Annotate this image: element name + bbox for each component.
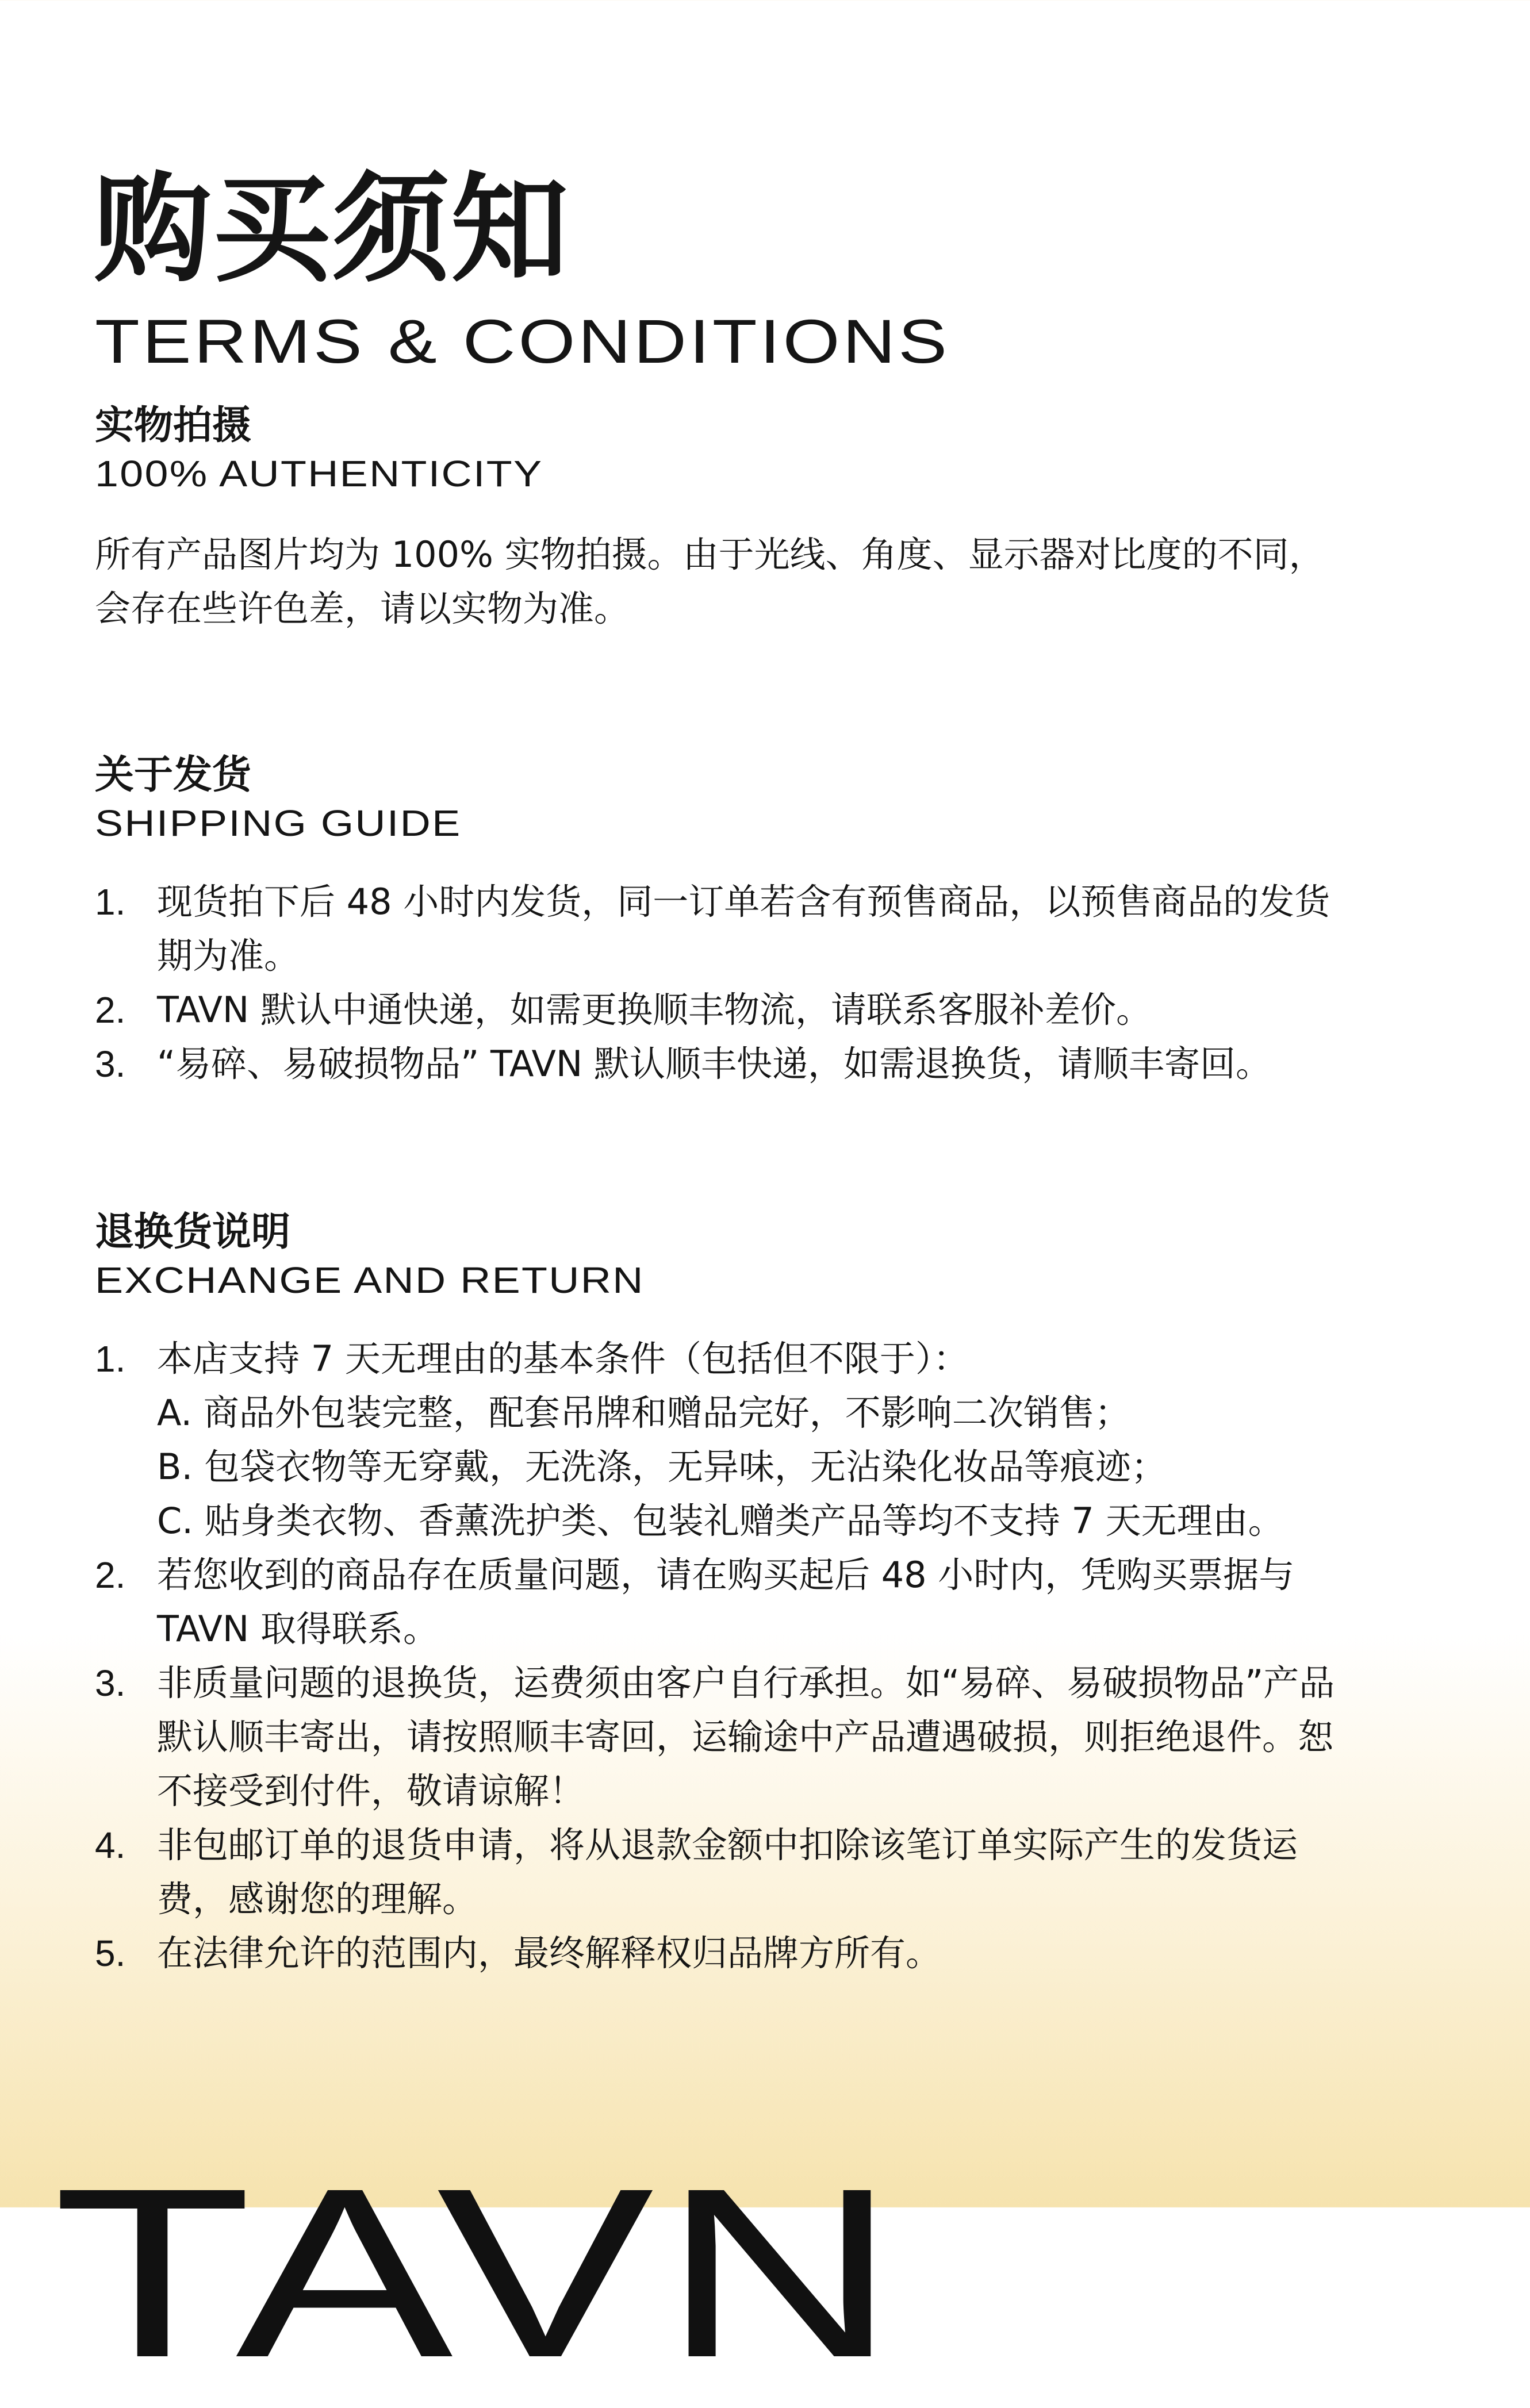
- list-text: 在法律允许的范围内，最终解释权归品牌方所有。: [157, 1931, 942, 1974]
- returns-section: [95, 1210, 1343, 1980]
- list-text: TAVN 默认中通快递，如需更换顺丰物流，请联系客服补差价。: [157, 988, 1152, 1031]
- brand-logo: TAVN: [53, 2138, 906, 2408]
- list-number: 1.: [95, 1338, 126, 1380]
- condition-c: C. 贴身类衣物、香薰洗护类、包装礼赠类产品等均不支持 7 天无理由。: [157, 1499, 1284, 1542]
- list-item: [95, 1818, 1343, 1926]
- shipping-list: [95, 875, 1343, 1091]
- condition-b: B. 包袋衣物等无穿戴，无洗涤，无异味，无沾染化妆品等痕迹；: [157, 1445, 1167, 1488]
- list-item: [95, 1548, 1343, 1656]
- list-number: 3.: [95, 1662, 126, 1704]
- list-item: [95, 1656, 1343, 1818]
- list-number: 2.: [95, 1554, 126, 1596]
- list-item: [95, 875, 1343, 983]
- authenticity-section: [95, 404, 1343, 636]
- shipping-title-en: SHIPPING GUIDE: [95, 802, 462, 844]
- authenticity-title-cn: 实物拍摄: [95, 403, 252, 448]
- list-text: 本店支持 7 天无理由的基本条件（包括但不限于）：: [157, 1337, 969, 1380]
- list-text: 非质量问题的退换货，运费须由客户自行承担。如“易碎、易破损物品”产品默认顺丰寄出，请按照顺丰寄回，运输途中产品遭遇破损，则拒绝退件。恕不接受到付件，敬请谅解！: [157, 1661, 1335, 1812]
- list-item: [95, 1332, 1343, 1548]
- page-title-cn: 购买须知: [94, 162, 570, 298]
- returns-list: [95, 1332, 1343, 1980]
- returns-title-cn: 退换货说明: [95, 1209, 291, 1255]
- shipping-section: [95, 753, 1343, 1091]
- list-number: 2.: [95, 989, 126, 1031]
- list-item: [95, 983, 1343, 1037]
- authenticity-body: 所有产品图片均为 100% 实物拍摄。由于光线、角度、显示器对比度的不同，会存在些许色差，请以实物为准。: [95, 533, 1325, 629]
- list-number: 3.: [95, 1043, 126, 1085]
- list-number: 5.: [95, 1932, 126, 1974]
- list-text: 现货拍下后 48 小时内发货，同一订单若含有预售商品，以预售商品的发货期为准。: [157, 880, 1330, 977]
- list-item: [95, 1037, 1343, 1091]
- list-number: 1.: [95, 881, 126, 923]
- shipping-title-cn: 关于发货: [95, 752, 252, 798]
- page-title-en: TERMS & CONDITIONS: [95, 306, 950, 376]
- condition-a: A. 商品外包装完整，配套吊牌和赠品完好，不影响二次销售；: [157, 1391, 1130, 1434]
- list-text: 若您收到的商品存在质量问题，请在购买起后 48 小时内，凭购买票据与 TAVN 取得联系。: [157, 1553, 1295, 1650]
- authenticity-title-en: 100% AUTHENTICITY: [95, 453, 543, 495]
- list-number: 4.: [95, 1824, 126, 1866]
- list-item: [95, 1926, 1343, 1980]
- list-text: 非包邮订单的退货申请，将从退款金额中扣除该笔订单实际产生的发货运费，感谢您的理解。: [157, 1823, 1298, 1920]
- list-text: “易碎、易破损物品” TAVN 默认顺丰快递，如需退换货，请顺丰寄回。: [157, 1042, 1271, 1085]
- returns-title-en: EXCHANGE AND RETURN: [95, 1259, 645, 1301]
